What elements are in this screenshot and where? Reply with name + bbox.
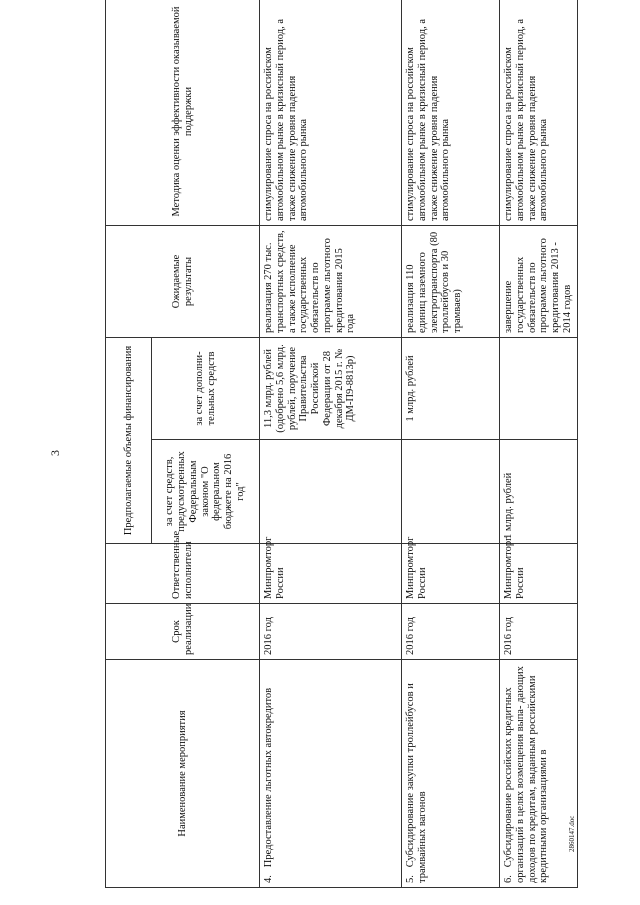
row-number: 6. bbox=[503, 875, 514, 883]
measures-table bbox=[105, 0, 578, 888]
table-row bbox=[260, 0, 402, 888]
table-row bbox=[402, 0, 500, 888]
document-id: 2860147.doc bbox=[568, 815, 576, 852]
header-row-1 bbox=[106, 0, 152, 888]
cell-method: стимулирование спроса на российском автомобильном рынке в кризисный период, а также снижение уровня падения автомобильного рынка bbox=[260, 0, 402, 226]
cell-term: 2016 год bbox=[260, 604, 402, 660]
header-results: Ожидаемые результаты bbox=[106, 226, 260, 338]
cell-funding-extra bbox=[500, 338, 578, 440]
cell-responsible: Минпромторг России bbox=[500, 544, 578, 604]
cell-name bbox=[260, 660, 402, 888]
cell-method: стимулирование спроса на российском автомобильном рынке в кризисный период, а также снижение уровня падения автомобильного рынка bbox=[500, 0, 578, 226]
row-name-text: Субсидирование российских кредитных организаций в целях возмещения выпа- дающих доходов по кредитам, выданным российскими кредитными организациями в bbox=[503, 666, 550, 883]
cell-funding-budget bbox=[402, 440, 500, 544]
page-number: 3 bbox=[48, 450, 62, 456]
cell-results: завершение государственных обязательств по программе льготного кредитования 2013 - 2014 годов bbox=[500, 226, 578, 338]
cell-name bbox=[500, 660, 578, 888]
cell-funding-budget bbox=[260, 440, 402, 544]
table-row bbox=[500, 0, 578, 888]
header-funding-extra: за счет дополни- тельных средств bbox=[152, 338, 260, 440]
header-funding-group: Предполагаемые объемы финансирования bbox=[106, 338, 152, 544]
cell-responsible: Минпромторг России bbox=[260, 544, 402, 604]
header-term: Срок реализации bbox=[106, 604, 260, 660]
cell-results: реализация 110 единиц наземного электротранспорта (80 троллейбусов и 30 трамваев) bbox=[402, 226, 500, 338]
header-responsible: Ответственные исполнители bbox=[106, 544, 260, 604]
cell-funding-extra: 1 млрд. рублей bbox=[402, 338, 500, 440]
cell-term: 2016 год bbox=[402, 604, 500, 660]
row-number: 5. bbox=[405, 875, 416, 883]
row-number: 4. bbox=[263, 875, 274, 883]
header-funding-budget: за счет средств, предусмотренных Федеральным законом "О федеральном бюджете на 2016 год" bbox=[152, 440, 260, 544]
cell-funding-extra: 11,3 млрд. рублей (одобрено 5,6 млрд. рублей, поручение Правительства Российской Федерации от 28 декабря 2015 г. № ДМ-П9-8813р) bbox=[260, 338, 402, 440]
cell-funding-budget: 1 млрд. рублей bbox=[500, 440, 578, 544]
row-name-text: Субсидирование закупки троллейбусов и трамвайных вагонов bbox=[405, 683, 428, 883]
cell-name bbox=[402, 660, 500, 888]
header-name: Наименование мероприятия bbox=[106, 660, 260, 888]
row-name-text: Предоставление льготных автокредитов bbox=[263, 687, 274, 868]
cell-method: стимулирование спроса на российском автомобильном рынке в кризисный период, а также снижение уровня падения автомобильного рынка bbox=[402, 0, 500, 226]
cell-term: 2016 год bbox=[500, 604, 578, 660]
header-method: Методика оценки эффективности оказываемой поддержки bbox=[106, 0, 260, 226]
cell-results: реализация 270 тыс. транспортных средств, а также исполнение государственных обязательств по программе льготного кредитования 2015 года bbox=[260, 226, 402, 338]
cell-responsible: Минпромторг России bbox=[402, 544, 500, 604]
